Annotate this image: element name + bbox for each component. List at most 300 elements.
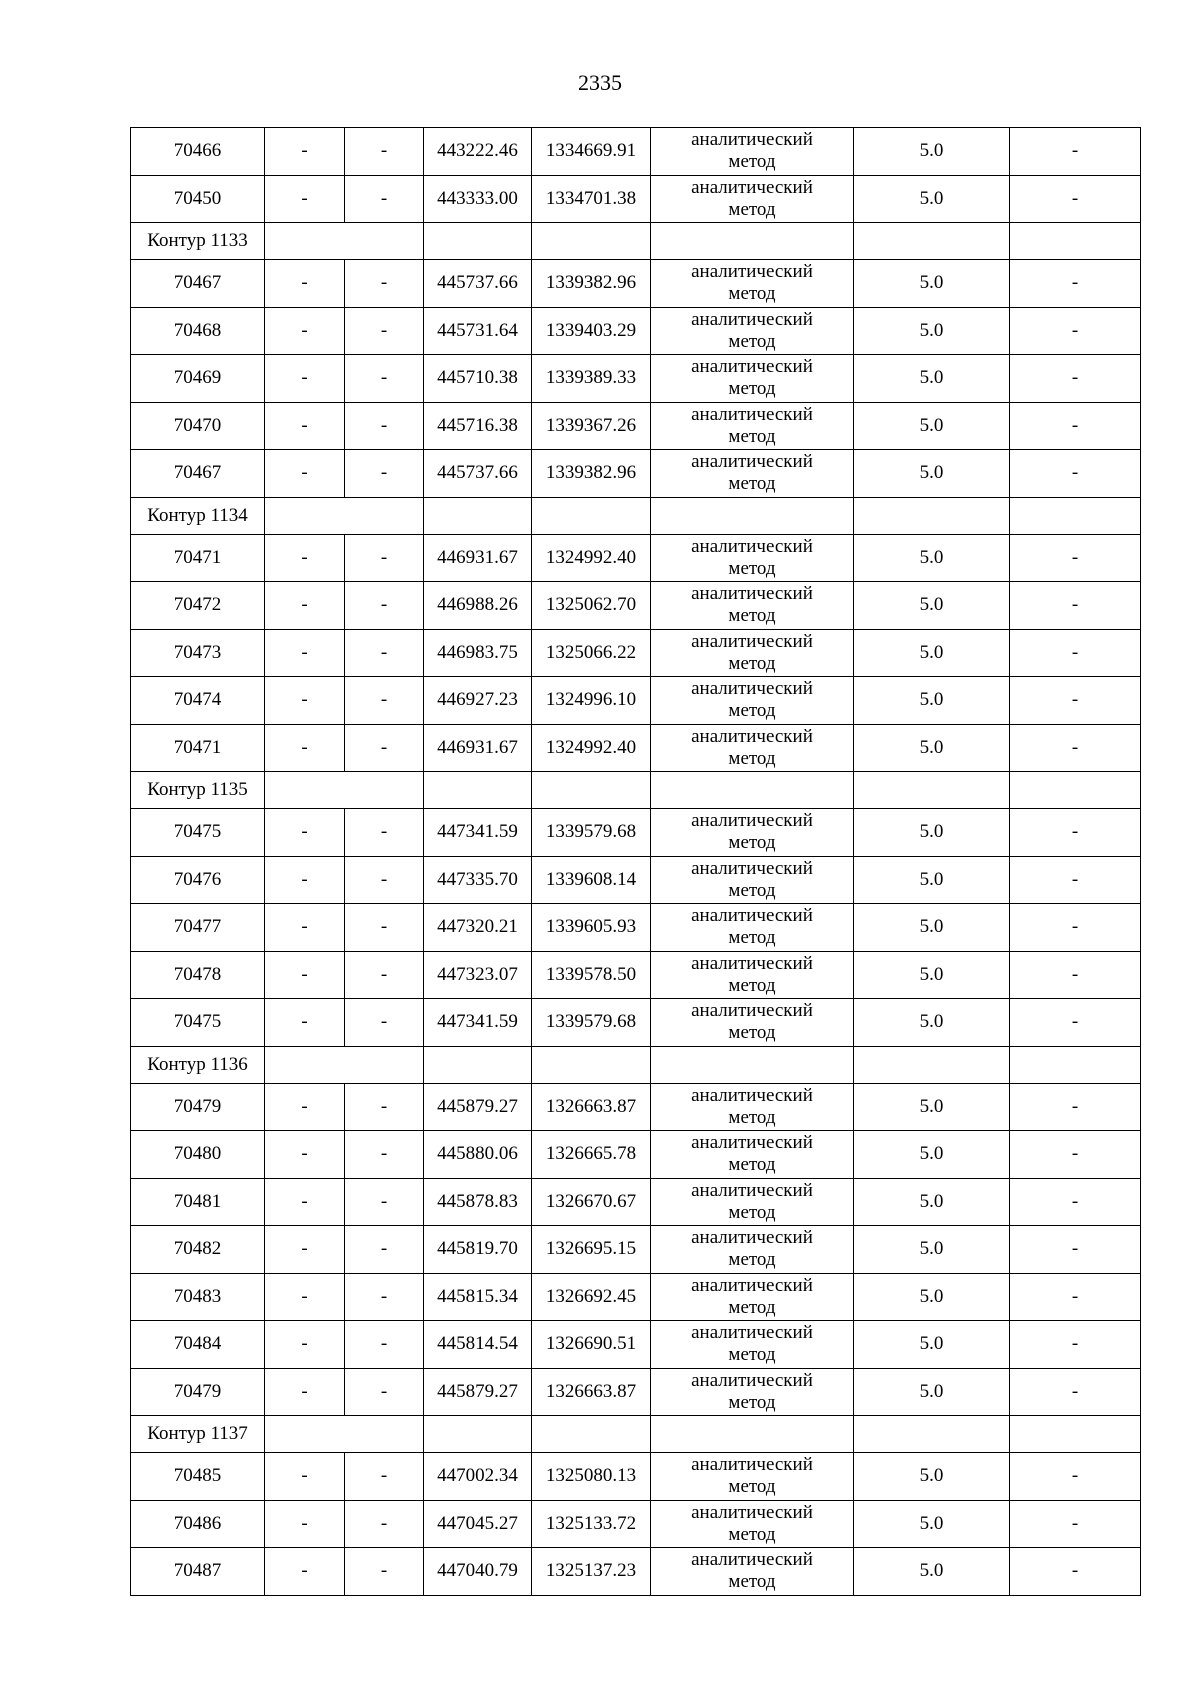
- method-line-2: метод: [728, 974, 776, 996]
- method-cell: [651, 175, 854, 223]
- col2-cell: -: [265, 1548, 345, 1596]
- accuracy-cell: 5.0: [854, 951, 1010, 999]
- x-coordinate-cell: 445710.38: [424, 355, 532, 403]
- blank-cell: [651, 223, 854, 260]
- y-coordinate-cell: 1339382.96: [532, 260, 651, 308]
- table-row: [131, 904, 1141, 952]
- blank-cell: [265, 1416, 424, 1453]
- blank-cell: [854, 1416, 1010, 1453]
- contour-label: Контур 1134: [131, 497, 265, 534]
- x-coordinate-cell: 443222.46: [424, 128, 532, 176]
- method-line-1: аналитический: [691, 678, 813, 700]
- method-cell: [651, 856, 854, 904]
- col2-cell: -: [265, 1453, 345, 1501]
- col3-cell: -: [345, 1453, 424, 1501]
- col2-cell: -: [265, 1178, 345, 1226]
- method-cell: [651, 677, 854, 725]
- y-coordinate-cell: 1325137.23: [532, 1548, 651, 1596]
- method-cell: [651, 1321, 854, 1369]
- y-coordinate-cell: 1325080.13: [532, 1453, 651, 1501]
- method-line-2: метод: [728, 832, 776, 854]
- table-row: [131, 1131, 1141, 1179]
- col3-cell: -: [345, 534, 424, 582]
- blank-cell: [1010, 497, 1141, 534]
- x-coordinate-cell: 447320.21: [424, 904, 532, 952]
- y-coordinate-cell: 1339403.29: [532, 307, 651, 355]
- col3-cell: -: [345, 260, 424, 308]
- col8-cell: -: [1010, 1321, 1141, 1369]
- method-line-1: аналитический: [691, 356, 813, 378]
- blank-cell: [532, 1416, 651, 1453]
- col8-cell: -: [1010, 260, 1141, 308]
- point-id-cell: 70467: [131, 260, 265, 308]
- x-coordinate-cell: 446927.23: [424, 677, 532, 725]
- page-number: 2335: [578, 70, 622, 95]
- y-coordinate-cell: 1339608.14: [532, 856, 651, 904]
- method-line-2: метод: [728, 1154, 776, 1176]
- blank-cell: [424, 1416, 532, 1453]
- col2-cell: -: [265, 307, 345, 355]
- col2-cell: -: [265, 175, 345, 223]
- col8-cell: -: [1010, 999, 1141, 1047]
- blank-cell: [651, 772, 854, 809]
- accuracy-cell: 5.0: [854, 999, 1010, 1047]
- blank-cell: [651, 1046, 854, 1083]
- table-row: [131, 450, 1141, 498]
- col3-cell: -: [345, 175, 424, 223]
- accuracy-cell: 5.0: [854, 1178, 1010, 1226]
- y-coordinate-cell: 1326690.51: [532, 1321, 651, 1369]
- col2-cell: -: [265, 402, 345, 450]
- accuracy-cell: 5.0: [854, 260, 1010, 308]
- blank-cell: [1010, 772, 1141, 809]
- method-line-1: аналитический: [691, 1322, 813, 1344]
- x-coordinate-cell: 445879.27: [424, 1368, 532, 1416]
- y-coordinate-cell: 1326670.67: [532, 1178, 651, 1226]
- table-row: [131, 128, 1141, 176]
- y-coordinate-cell: 1325066.22: [532, 629, 651, 677]
- x-coordinate-cell: 445716.38: [424, 402, 532, 450]
- blank-cell: [854, 223, 1010, 260]
- accuracy-cell: 5.0: [854, 1131, 1010, 1179]
- accuracy-cell: 5.0: [854, 1083, 1010, 1131]
- method-line-2: метод: [728, 652, 776, 674]
- accuracy-cell: 5.0: [854, 1368, 1010, 1416]
- method-cell: [651, 904, 854, 952]
- x-coordinate-cell: 447323.07: [424, 951, 532, 999]
- x-coordinate-cell: 445878.83: [424, 1178, 532, 1226]
- x-coordinate-cell: 447045.27: [424, 1500, 532, 1548]
- col3-cell: -: [345, 1226, 424, 1274]
- method-cell: [651, 355, 854, 403]
- col8-cell: -: [1010, 904, 1141, 952]
- method-cell: [651, 1368, 854, 1416]
- point-id-cell: 70476: [131, 856, 265, 904]
- table-row: [131, 1273, 1141, 1321]
- method-line-2: метод: [728, 330, 776, 352]
- y-coordinate-cell: 1339367.26: [532, 402, 651, 450]
- blank-cell: [424, 497, 532, 534]
- table-row: [131, 402, 1141, 450]
- blank-cell: [532, 1046, 651, 1083]
- blank-cell: [532, 223, 651, 260]
- col2-cell: -: [265, 450, 345, 498]
- accuracy-cell: 5.0: [854, 450, 1010, 498]
- table-row: [131, 809, 1141, 857]
- col3-cell: -: [345, 307, 424, 355]
- col8-cell: -: [1010, 1226, 1141, 1274]
- col2-cell: -: [265, 582, 345, 630]
- x-coordinate-cell: 445879.27: [424, 1083, 532, 1131]
- method-line-2: метод: [728, 605, 776, 627]
- col2-cell: -: [265, 999, 345, 1047]
- y-coordinate-cell: 1339389.33: [532, 355, 651, 403]
- x-coordinate-cell: 447335.70: [424, 856, 532, 904]
- table-row: [131, 1178, 1141, 1226]
- method-line-1: аналитический: [691, 1132, 813, 1154]
- col2-cell: -: [265, 1368, 345, 1416]
- accuracy-cell: 5.0: [854, 724, 1010, 772]
- point-id-cell: 70471: [131, 534, 265, 582]
- blank-cell: [854, 497, 1010, 534]
- method-line-1: аналитический: [691, 129, 813, 151]
- blank-cell: [424, 1046, 532, 1083]
- table-row: [131, 677, 1141, 725]
- point-id-cell: 70474: [131, 677, 265, 725]
- method-line-1: аналитический: [691, 176, 813, 198]
- point-id-cell: 70479: [131, 1083, 265, 1131]
- col2-cell: -: [265, 260, 345, 308]
- col8-cell: -: [1010, 128, 1141, 176]
- table-row: [131, 1453, 1141, 1501]
- method-line-1: аналитический: [691, 1501, 813, 1523]
- method-line-2: метод: [728, 1249, 776, 1271]
- x-coordinate-cell: 445815.34: [424, 1273, 532, 1321]
- y-coordinate-cell: 1339579.68: [532, 809, 651, 857]
- table-row: [131, 175, 1141, 223]
- accuracy-cell: 5.0: [854, 904, 1010, 952]
- method-cell: [651, 1131, 854, 1179]
- blank-cell: [532, 772, 651, 809]
- contour-label: Контур 1133: [131, 223, 265, 260]
- point-id-cell: 70472: [131, 582, 265, 630]
- point-id-cell: 70475: [131, 999, 265, 1047]
- blank-cell: [424, 223, 532, 260]
- y-coordinate-cell: 1324992.40: [532, 724, 651, 772]
- col3-cell: -: [345, 1131, 424, 1179]
- x-coordinate-cell: 443333.00: [424, 175, 532, 223]
- method-line-1: аналитический: [691, 583, 813, 605]
- method-cell: [651, 1083, 854, 1131]
- col2-cell: -: [265, 629, 345, 677]
- y-coordinate-cell: 1326695.15: [532, 1226, 651, 1274]
- point-id-cell: 70486: [131, 1500, 265, 1548]
- x-coordinate-cell: 447341.59: [424, 999, 532, 1047]
- point-id-cell: 70450: [131, 175, 265, 223]
- col8-cell: -: [1010, 809, 1141, 857]
- y-coordinate-cell: 1324996.10: [532, 677, 651, 725]
- method-cell: [651, 999, 854, 1047]
- y-coordinate-cell: 1326663.87: [532, 1083, 651, 1131]
- method-line-2: метод: [728, 1201, 776, 1223]
- method-cell: [651, 629, 854, 677]
- table-row: [131, 307, 1141, 355]
- method-cell: [651, 809, 854, 857]
- method-line-2: метод: [728, 1296, 776, 1318]
- point-id-cell: 70487: [131, 1548, 265, 1596]
- col3-cell: -: [345, 724, 424, 772]
- point-id-cell: 70481: [131, 1178, 265, 1226]
- method-line-1: аналитический: [691, 535, 813, 557]
- point-id-cell: 70469: [131, 355, 265, 403]
- y-coordinate-cell: 1326665.78: [532, 1131, 651, 1179]
- table-row: [131, 1226, 1141, 1274]
- table-row: [131, 260, 1141, 308]
- point-id-cell: 70477: [131, 904, 265, 952]
- y-coordinate-cell: 1339382.96: [532, 450, 651, 498]
- x-coordinate-cell: 447040.79: [424, 1548, 532, 1596]
- col8-cell: -: [1010, 1083, 1141, 1131]
- contour-row: [131, 772, 1141, 809]
- method-line-1: аналитический: [691, 630, 813, 652]
- y-coordinate-cell: 1324992.40: [532, 534, 651, 582]
- point-id-cell: 70482: [131, 1226, 265, 1274]
- method-line-1: аналитический: [691, 403, 813, 425]
- accuracy-cell: 5.0: [854, 402, 1010, 450]
- method-line-1: аналитический: [691, 1274, 813, 1296]
- col8-cell: -: [1010, 629, 1141, 677]
- y-coordinate-cell: 1334669.91: [532, 128, 651, 176]
- blank-cell: [532, 497, 651, 534]
- accuracy-cell: 5.0: [854, 175, 1010, 223]
- col2-cell: -: [265, 1273, 345, 1321]
- col3-cell: -: [345, 1178, 424, 1226]
- col2-cell: -: [265, 951, 345, 999]
- method-line-2: метод: [728, 378, 776, 400]
- point-id-cell: 70467: [131, 450, 265, 498]
- blank-cell: [1010, 223, 1141, 260]
- col2-cell: -: [265, 355, 345, 403]
- y-coordinate-cell: 1326663.87: [532, 1368, 651, 1416]
- method-cell: [651, 1500, 854, 1548]
- x-coordinate-cell: 445737.66: [424, 260, 532, 308]
- method-line-2: метод: [728, 1476, 776, 1498]
- method-line-2: метод: [728, 151, 776, 173]
- col8-cell: -: [1010, 1131, 1141, 1179]
- table-row: [131, 1500, 1141, 1548]
- col3-cell: -: [345, 999, 424, 1047]
- method-cell: [651, 1548, 854, 1596]
- col3-cell: -: [345, 1368, 424, 1416]
- col3-cell: -: [345, 402, 424, 450]
- col8-cell: -: [1010, 1453, 1141, 1501]
- y-coordinate-cell: 1339578.50: [532, 951, 651, 999]
- accuracy-cell: 5.0: [854, 307, 1010, 355]
- col8-cell: -: [1010, 1178, 1141, 1226]
- table-row: [131, 856, 1141, 904]
- method-line-2: метод: [728, 557, 776, 579]
- x-coordinate-cell: 446988.26: [424, 582, 532, 630]
- method-line-2: метод: [728, 198, 776, 220]
- accuracy-cell: 5.0: [854, 1273, 1010, 1321]
- table-row: [131, 582, 1141, 630]
- x-coordinate-cell: 445814.54: [424, 1321, 532, 1369]
- col2-cell: -: [265, 677, 345, 725]
- point-id-cell: 70466: [131, 128, 265, 176]
- method-cell: [651, 1273, 854, 1321]
- method-cell: [651, 1453, 854, 1501]
- method-cell: [651, 260, 854, 308]
- point-id-cell: 70471: [131, 724, 265, 772]
- point-id-cell: 70483: [131, 1273, 265, 1321]
- blank-cell: [265, 497, 424, 534]
- table-row: [131, 1368, 1141, 1416]
- point-id-cell: 70485: [131, 1453, 265, 1501]
- col3-cell: -: [345, 355, 424, 403]
- col8-cell: -: [1010, 1273, 1141, 1321]
- col3-cell: -: [345, 951, 424, 999]
- accuracy-cell: 5.0: [854, 677, 1010, 725]
- col8-cell: -: [1010, 677, 1141, 725]
- blank-cell: [265, 1046, 424, 1083]
- method-line-2: метод: [728, 473, 776, 495]
- method-line-1: аналитический: [691, 1454, 813, 1476]
- accuracy-cell: 5.0: [854, 1453, 1010, 1501]
- method-line-2: метод: [728, 1344, 776, 1366]
- accuracy-cell: 5.0: [854, 534, 1010, 582]
- method-line-2: метод: [728, 1106, 776, 1128]
- contour-label: Контур 1135: [131, 772, 265, 809]
- col8-cell: -: [1010, 1500, 1141, 1548]
- table-row: [131, 951, 1141, 999]
- col2-cell: -: [265, 904, 345, 952]
- method-line-1: аналитический: [691, 1369, 813, 1391]
- method-line-1: аналитический: [691, 308, 813, 330]
- method-cell: [651, 724, 854, 772]
- point-id-cell: 70475: [131, 809, 265, 857]
- col2-cell: -: [265, 534, 345, 582]
- col3-cell: -: [345, 809, 424, 857]
- col8-cell: -: [1010, 355, 1141, 403]
- col3-cell: -: [345, 856, 424, 904]
- col2-cell: -: [265, 856, 345, 904]
- y-coordinate-cell: 1339579.68: [532, 999, 651, 1047]
- method-line-2: метод: [728, 927, 776, 949]
- x-coordinate-cell: 446931.67: [424, 534, 532, 582]
- coordinates-table: [130, 127, 1141, 1596]
- accuracy-cell: 5.0: [854, 629, 1010, 677]
- point-id-cell: 70478: [131, 951, 265, 999]
- col2-cell: -: [265, 128, 345, 176]
- col8-cell: -: [1010, 534, 1141, 582]
- table-body: [131, 128, 1141, 1596]
- accuracy-cell: 5.0: [854, 1321, 1010, 1369]
- blank-cell: [854, 772, 1010, 809]
- y-coordinate-cell: 1334701.38: [532, 175, 651, 223]
- col3-cell: -: [345, 904, 424, 952]
- blank-cell: [265, 772, 424, 809]
- method-line-1: аналитический: [691, 857, 813, 879]
- table-row: [131, 355, 1141, 403]
- col2-cell: -: [265, 1131, 345, 1179]
- method-line-2: метод: [728, 1523, 776, 1545]
- y-coordinate-cell: 1339605.93: [532, 904, 651, 952]
- blank-cell: [424, 772, 532, 809]
- method-line-1: аналитический: [691, 1549, 813, 1571]
- col2-cell: -: [265, 1500, 345, 1548]
- accuracy-cell: 5.0: [854, 809, 1010, 857]
- blank-cell: [1010, 1046, 1141, 1083]
- x-coordinate-cell: 445819.70: [424, 1226, 532, 1274]
- col2-cell: -: [265, 724, 345, 772]
- point-id-cell: 70468: [131, 307, 265, 355]
- method-line-1: аналитический: [691, 1179, 813, 1201]
- method-line-2: метод: [728, 879, 776, 901]
- accuracy-cell: 5.0: [854, 355, 1010, 403]
- col8-cell: -: [1010, 402, 1141, 450]
- method-line-1: аналитический: [691, 725, 813, 747]
- table-row: [131, 534, 1141, 582]
- accuracy-cell: 5.0: [854, 128, 1010, 176]
- method-cell: [651, 534, 854, 582]
- table-row: [131, 724, 1141, 772]
- contour-row: [131, 1046, 1141, 1083]
- contour-row: [131, 497, 1141, 534]
- blank-cell: [651, 497, 854, 534]
- x-coordinate-cell: 446931.67: [424, 724, 532, 772]
- point-id-cell: 70484: [131, 1321, 265, 1369]
- col2-cell: -: [265, 1321, 345, 1369]
- method-line-1: аналитический: [691, 905, 813, 927]
- accuracy-cell: 5.0: [854, 1548, 1010, 1596]
- x-coordinate-cell: 447002.34: [424, 1453, 532, 1501]
- col2-cell: -: [265, 1083, 345, 1131]
- point-id-cell: 70479: [131, 1368, 265, 1416]
- contour-row: [131, 1416, 1141, 1453]
- method-cell: [651, 1226, 854, 1274]
- x-coordinate-cell: 445880.06: [424, 1131, 532, 1179]
- col3-cell: -: [345, 582, 424, 630]
- method-line-2: метод: [728, 747, 776, 769]
- col3-cell: -: [345, 1548, 424, 1596]
- method-line-1: аналитический: [691, 810, 813, 832]
- col3-cell: -: [345, 629, 424, 677]
- col2-cell: -: [265, 1226, 345, 1274]
- col3-cell: -: [345, 128, 424, 176]
- accuracy-cell: 5.0: [854, 856, 1010, 904]
- table-row: [131, 629, 1141, 677]
- x-coordinate-cell: 446983.75: [424, 629, 532, 677]
- method-line-2: метод: [728, 425, 776, 447]
- blank-cell: [651, 1416, 854, 1453]
- col8-cell: -: [1010, 951, 1141, 999]
- col2-cell: -: [265, 809, 345, 857]
- y-coordinate-cell: 1325133.72: [532, 1500, 651, 1548]
- point-id-cell: 70473: [131, 629, 265, 677]
- col3-cell: -: [345, 1273, 424, 1321]
- x-coordinate-cell: 447341.59: [424, 809, 532, 857]
- accuracy-cell: 5.0: [854, 582, 1010, 630]
- method-line-1: аналитический: [691, 1084, 813, 1106]
- contour-row: [131, 223, 1141, 260]
- method-cell: [651, 582, 854, 630]
- col3-cell: -: [345, 450, 424, 498]
- col3-cell: -: [345, 1500, 424, 1548]
- method-line-2: метод: [728, 1022, 776, 1044]
- col3-cell: -: [345, 677, 424, 725]
- contour-label: Контур 1136: [131, 1046, 265, 1083]
- col8-cell: -: [1010, 1368, 1141, 1416]
